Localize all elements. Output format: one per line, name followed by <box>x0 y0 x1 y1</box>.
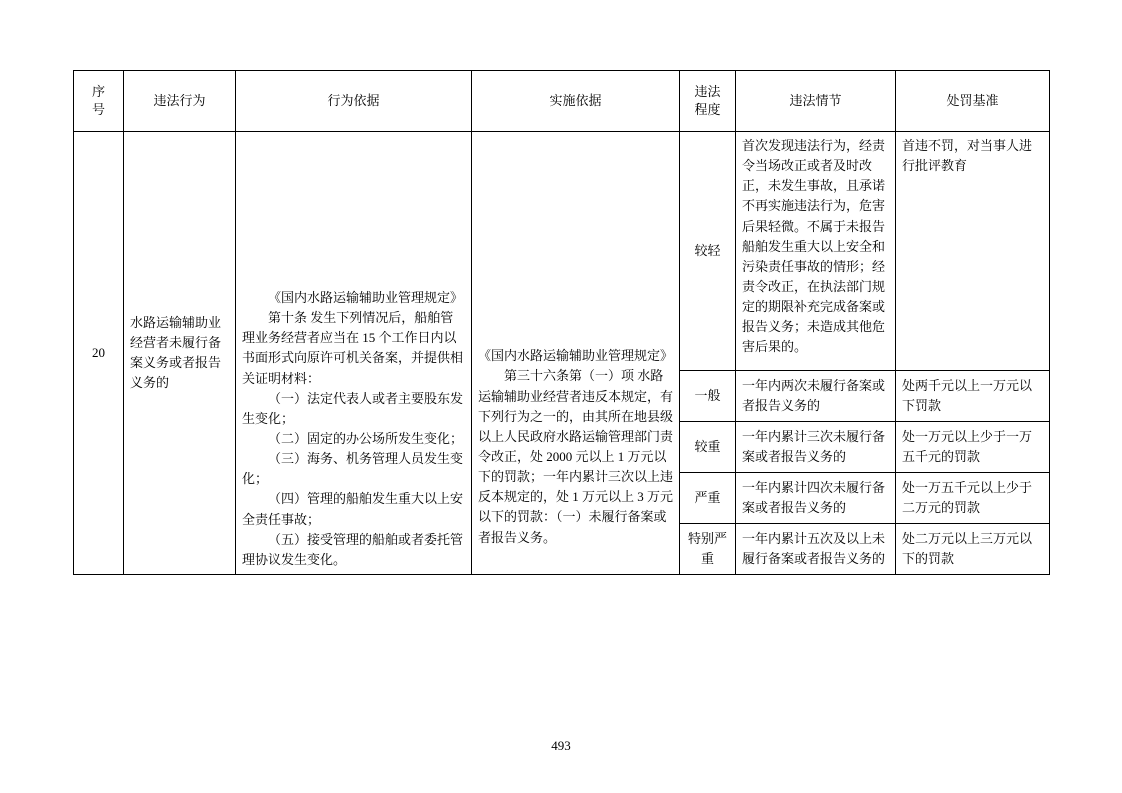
cell-detail-1: 一年内两次未履行备案或者报告义务的 <box>736 370 896 421</box>
cell-penalty-2: 处一万元以上少于一万五千元的罚款 <box>896 421 1050 472</box>
cell-penalty-0: 首违不罚，对当事人进行批评教育 <box>896 132 1050 371</box>
header-penalty: 处罚基准 <box>896 71 1050 132</box>
header-degree-line2: 程度 <box>694 102 721 117</box>
basis-paragraph-4: （三）海务、机务管理人员发生变化； <box>242 451 464 487</box>
cell-seq: 20 <box>74 132 124 575</box>
table-row <box>74 132 1050 371</box>
cell-basis <box>236 132 472 575</box>
table-header-row <box>74 71 1050 132</box>
basis-paragraph-3: （二）固定的办公场所发生变化； <box>268 430 464 446</box>
header-degree-line1: 违法 <box>694 84 721 100</box>
impl-paragraph-1: 第三十六条第（一）项 水路运输辅助业经营者违反本规定，有下列行为之一的，由其所在地县级以上人民政府水路运输管理部门责令改正，处 2000 元以上 1 万元以下的罚款；一年内累计三次以上违反本规定的，处 1 万元以上 3 万元以下的罚款：（一）未履行备案或者报告义务。 <box>478 368 674 545</box>
basis-spacer <box>242 136 465 288</box>
cell-penalty-3: 处一万五千元以上少于二万元的罚款 <box>896 472 1050 523</box>
cell-penalty-4: 处二万元以上三万元以下的罚款 <box>896 523 1050 574</box>
cell-act: 水路运输辅助业经营者未履行备案义务或者报告义务的 <box>124 132 236 575</box>
cell-degree-0: 较轻 <box>680 132 736 371</box>
header-seq-line1: 序 <box>91 84 105 100</box>
cell-degree-3: 严重 <box>680 472 736 523</box>
basis-paragraph-2: （一）法定代表人或者主要股东发生变化； <box>242 390 464 426</box>
cell-detail-0: 首次发现违法行为，经责令当场改正或者及时改正，未发生事故，且承诺不再实施违法行为，危害后果轻微。不属于未报告船舶发生重大以上安全和污染责任事故的情形；经责令改正，在执法部门规定的期限补充完成备案或报告义务；未造成其他危害后果的。 <box>736 132 896 371</box>
basis-title: 《国内水路运输辅助业管理规定》 <box>268 290 464 305</box>
header-basis: 行为依据 <box>236 71 472 132</box>
page-number: 493 <box>551 738 571 753</box>
cell-degree-2: 较重 <box>680 421 736 472</box>
header-degree <box>680 71 736 132</box>
penalty-standard-table-wrapper <box>73 70 1049 575</box>
basis-paragraph-5: （四）管理的船舶发生重大以上安全责任事故； <box>242 491 464 527</box>
impl-spacer <box>478 158 673 346</box>
cell-detail-3: 一年内累计四次未履行备案或者报告义务的 <box>736 472 896 523</box>
cell-impl <box>472 132 680 575</box>
header-detail: 违法情节 <box>736 71 896 132</box>
cell-detail-2: 一年内累计三次未履行备案或者报告义务的 <box>736 421 896 472</box>
cell-detail-4: 一年内累计五次及以上未履行备案或者报告义务的 <box>736 523 896 574</box>
impl-title: 《国内水路运输辅助业管理规定》 <box>478 348 674 364</box>
header-seq-line2: 号 <box>91 102 105 117</box>
cell-penalty-1: 处两千元以上一万元以下罚款 <box>896 370 1050 421</box>
cell-degree-4: 特别严重 <box>680 523 736 574</box>
basis-paragraph-6: （五）接受管理的船舶或者委托管理协议发生变化。 <box>242 531 464 567</box>
header-act: 违法行为 <box>124 71 236 132</box>
penalty-standard-table <box>73 70 1050 575</box>
basis-paragraph-1: 第十条 发生下列情况后，船舶管理业务经营者应当在 15 个工作日内以书面形式向原许可机关备案，并提供相关证明材料： <box>242 310 464 386</box>
cell-degree-1: 一般 <box>680 370 736 421</box>
header-impl: 实施依据 <box>472 71 680 132</box>
header-seq <box>74 71 124 132</box>
